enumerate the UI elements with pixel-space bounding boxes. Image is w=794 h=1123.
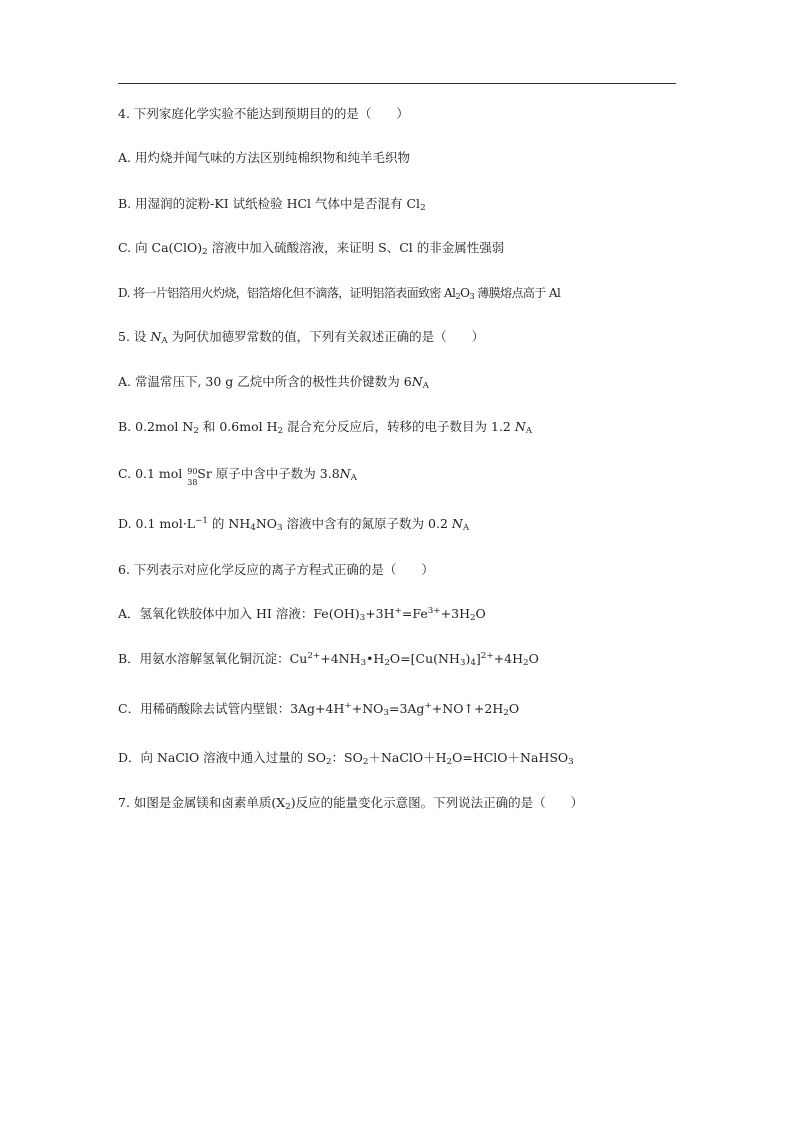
q4-option-c: C. 向 $Ca(ClO)_2$ 溶液中加入硫酸溶液，来证明 S、Cl 的非金属性强弱 bbox=[118, 240, 505, 258]
q4-option-a: A. 用灼烧并闻气味的方法区别纯棉织物和纯羊毛织物 bbox=[118, 150, 410, 165]
q6-option-c: C．用稀硝酸除去试管内壁银：$3Ag+4H^++NO_3=3Ag^++NO↑+2H_2O$ bbox=[118, 701, 520, 719]
header-rule bbox=[118, 83, 676, 84]
q5-option-d: D. 0.1 $mol\cdot L^{-1}$ 的 $NH_4NO_3$ 溶液中含有的氮原子数为 0.2 $N_A$ bbox=[118, 516, 470, 534]
q6-option-d: D．向 NaClO 溶液中通入过量的 $SO_2$：$SO_2+NaClO+H_2O=HClO+NaHSO_3$ bbox=[118, 750, 574, 768]
isotope-notation: 90 38 bbox=[187, 466, 198, 487]
q4-option-d: D. 将一片铝箔用火灼烧，铝箔熔化但不滴落，证明铝箔表面致密 $Al_2O_3$ 薄膜熔点高于 Al bbox=[118, 286, 561, 302]
q5-option-a: A. 常温常压下, 30 g 乙烷中所含的极性共价键数为 $6N_A$ bbox=[118, 374, 429, 392]
q4-stem: 4. 下列家庭化学实验不能达到预期目的的是（ ） bbox=[118, 106, 409, 121]
q7-stem: 7. 如图是金属镁和卤素单质$(X_2)$反应的能量变化示意图。下列说法正确的是（ ） bbox=[118, 795, 584, 813]
q5-stem: 5. 设 $N_A$ 为阿伏加德罗常数的值，下列有关叙述正确的是（ ） bbox=[118, 329, 485, 347]
q6-stem: 6. 下列表示对应化学反应的离子方程式正确的是（ ） bbox=[118, 562, 434, 577]
q6-option-a: A．氢氧化铁胶体中加入 HI 溶液：$Fe(OH)_3+3H^+=Fe^{3+}+3H_2O$ bbox=[118, 606, 486, 624]
q4-option-b: B. 用湿润的淀粉-KI 试纸检验 HCl 气体中是否混有 $Cl_2$ bbox=[118, 196, 426, 214]
q6-option-b: B．用氨水溶解氢氧化铜沉淀：$Cu^{2+}+4NH_3•H_2O=[Cu(NH_3)_4]^{2+}+4H_2O$ bbox=[118, 651, 539, 669]
q5-option-b: B. 0.2mol $N_2$ 和 0.6mol $H_2$ 混合充分反应后，转移的电子数目为 1.2 $N_A$ bbox=[118, 419, 533, 437]
q5-option-c: C. 0.1 mol 90 38 Sr 原子中含中子数为 $3.8N_A$ bbox=[118, 466, 357, 487]
